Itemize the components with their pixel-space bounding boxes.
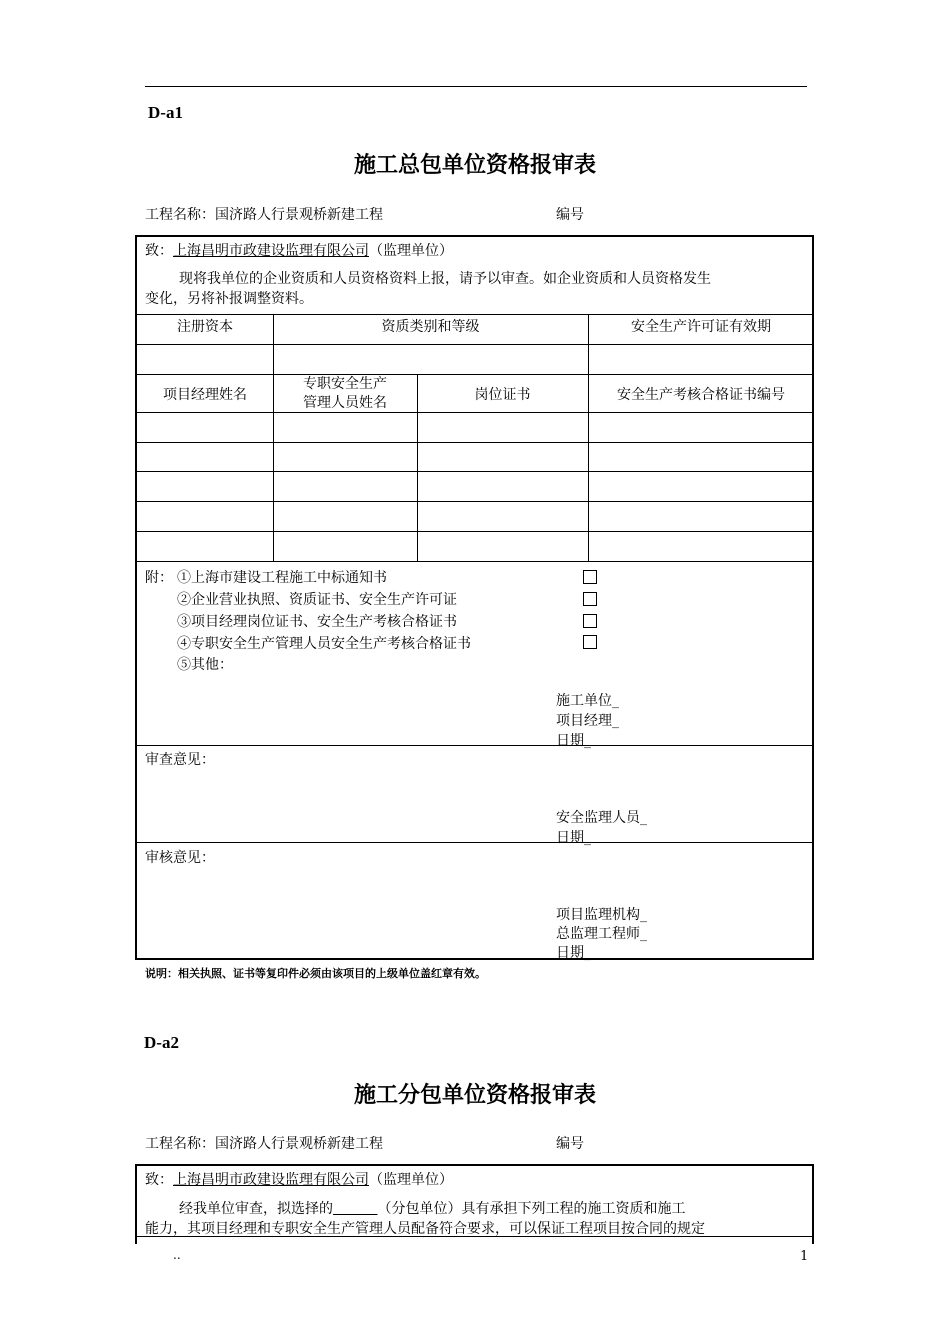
attachment-item: ③项目经理岗位证书、安全生产考核合格证书 [177,614,457,630]
form2-serial-label: 编号 [556,1136,584,1152]
form1-addressee [145,240,453,260]
attachment-item: ②企业营业执照、资质证书、安全生产许可证 [177,592,457,608]
addressee-company: 上海昌明市政建设监理有限公司 [173,243,369,259]
sign-date: 日期_ [556,830,591,846]
addressee-prefix: 致： [145,243,173,259]
footer-dots: .. [173,1248,181,1262]
grid-line [137,531,812,532]
form2-code: D-a2 [144,1033,179,1052]
header-pm-name: 项目经理姓名 [163,387,247,403]
page-number: 1 [800,1249,809,1264]
form1-note: 说明：相关执照、证书等复印件必须由该项目的上级单位盖红章有效。 [145,967,486,980]
grid-line [137,442,812,443]
sign-date: 日期_ [556,945,591,961]
form2-addressee [145,1169,453,1189]
form1-project-name: 工程名称：国济路人行景观桥新建工程 [145,207,383,223]
form1-title: 施工总包单位资格报审表 [353,153,596,178]
grid-line [137,314,812,315]
grid-line [137,412,812,413]
intro-part-b: （分包单位）具有承担下列工程的施工资质和施工 [377,1201,686,1217]
form1-code: D-a1 [148,103,183,122]
grid-line [137,501,812,502]
header-safety-license: 安全生产许可证有效期 [631,319,771,335]
intro-part-a: 经我单位审查，拟选择的 [179,1201,333,1217]
addressee-company: 上海昌明市政建设监理有限公司 [173,1172,369,1188]
header-qualification: 资质类别和等级 [381,319,480,335]
grid-line [137,344,812,345]
attachment-item: ④专职安全生产管理人员安全生产考核合格证书 [177,636,471,652]
form2-intro-line2: 能力，其项目经理和专职安全生产管理人员配备符合要求，可以保证工程项目按合同的规定 [145,1221,705,1237]
form2-title: 施工分包单位资格报审表 [353,1083,596,1108]
form1-intro-line1: 现将我单位的企业资质和人员资格资料上报，请予以审查。如企业资质和人员资格发生 [179,271,711,287]
sign-chief-engineer: 总监理工程师_ [556,926,647,942]
form2-intro-line1 [179,1198,686,1218]
attachment-checkbox[interactable] [583,592,597,606]
form2-bottom-rule [135,1236,814,1237]
sign-safety-supervisor: 安全监理人员_ [556,810,647,826]
grid-line [588,314,589,561]
attachments-prefix: 附： [145,570,173,586]
attachment-checkbox[interactable] [583,614,597,628]
header-safety-staff [273,375,417,413]
attachment-checkbox[interactable] [583,570,597,584]
header-safety-cert-no: 安全生产考核合格证书编号 [617,387,785,403]
form2-project-name: 工程名称：国济路人行景观桥新建工程 [145,1136,383,1152]
subcontractor-blank[interactable] [333,1201,378,1217]
header-safety-staff-line1: 专职安全生产 [303,376,387,392]
grid-line [273,314,274,561]
grid-line [137,842,812,843]
addressee-prefix: 致： [145,1172,173,1188]
form1-table [135,235,814,960]
attachment-checkbox[interactable] [583,635,597,649]
header-rule [145,86,807,87]
grid-line [137,374,812,375]
addressee-suffix: （监理单位） [369,1172,453,1188]
sign-project-manager: 项目经理_ [556,713,619,729]
grid-line [137,745,812,746]
header-safety-staff-line2: 管理人员姓名 [303,395,387,411]
form2-table [135,1164,814,1244]
form1-intro-line2: 变化，另将补报调整资料。 [145,291,313,307]
sign-constructor-unit: 施工单位_ [556,693,619,709]
grid-line [137,471,812,472]
grid-line [137,561,812,562]
form1-serial-label: 编号 [556,207,584,223]
review-opinion-label: 审查意见： [145,752,215,768]
header-registered-capital: 注册资本 [177,319,233,335]
header-post-cert: 岗位证书 [474,387,531,403]
audit-opinion-label: 审核意见： [145,850,215,866]
sign-supervision-org: 项目监理机构_ [556,907,647,923]
attachment-item: ①上海市建设工程施工中标通知书 [177,570,387,586]
attachment-item: ⑤其他： [177,657,233,673]
sign-date: 日期_ [556,733,591,749]
addressee-suffix: （监理单位） [369,243,453,259]
